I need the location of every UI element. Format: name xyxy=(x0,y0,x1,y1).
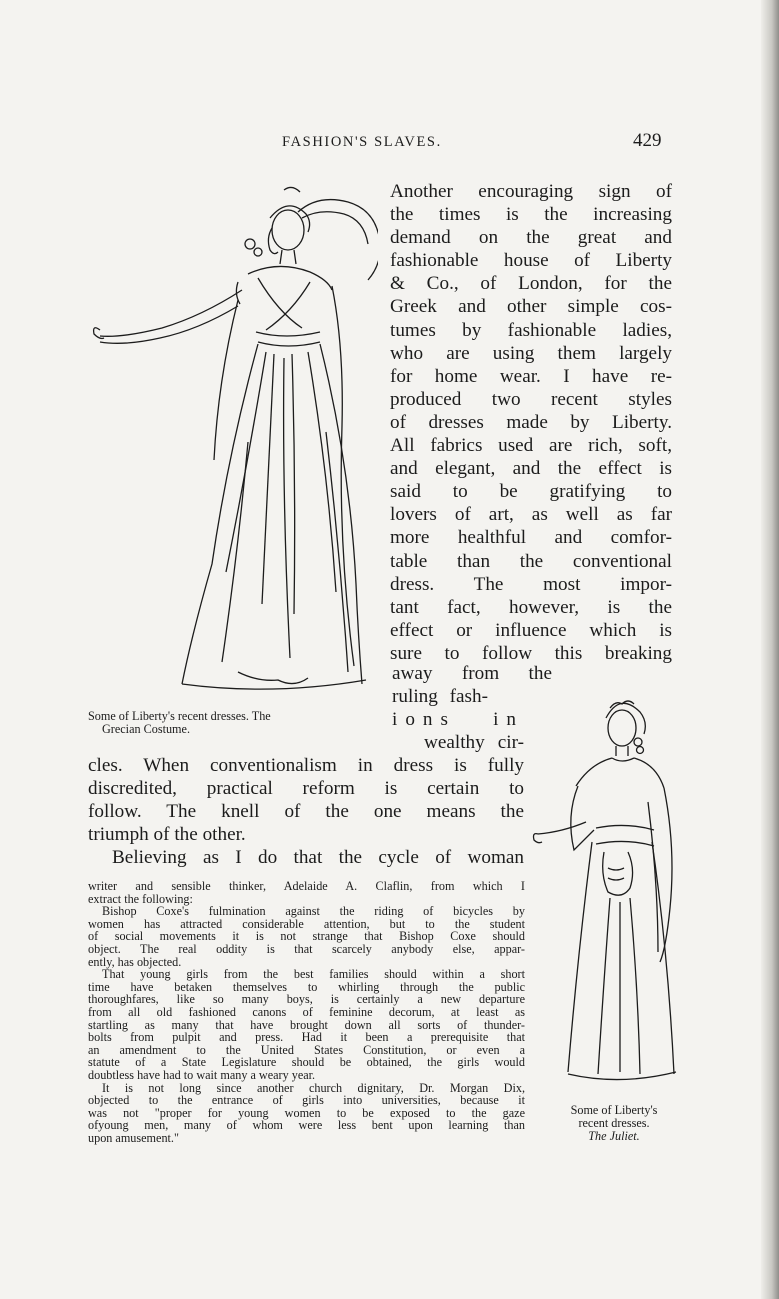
footnote-line: ofyoung men, many of whom were less bent upon learning than xyxy=(88,1118,525,1133)
text-line: dress. The most impor- xyxy=(390,573,672,595)
text-line: demand on the great and xyxy=(390,227,672,249)
text-line: lovers of art, as well as far xyxy=(390,504,672,526)
running-title: FASHION'S SLAVES. xyxy=(282,134,442,150)
page-edge xyxy=(761,0,779,1299)
footnote-line: upon amusement." xyxy=(88,1130,179,1145)
caption-line: Some of Liberty's recent dresses. The xyxy=(88,709,271,723)
footnote-line: of social movements it is not strange that Bishop Coxe should xyxy=(88,929,525,944)
text-line: wealthy cir- xyxy=(424,732,524,754)
text-line: & Co., of London, for the xyxy=(390,273,672,295)
caption-line: Grecian Costume. xyxy=(102,722,190,736)
text-line: of dresses made by Liberty. xyxy=(390,411,672,433)
text-line: sure to follow this breaking xyxy=(390,642,672,664)
footnote-line: That young girls from the best families should within a short xyxy=(102,967,525,982)
footnote-line: doubtless have had to wait many a weary year. xyxy=(88,1067,316,1082)
grecian-costume-illustration xyxy=(88,182,378,702)
footnote-line: was not "proper for young women to be exposed to the gaze xyxy=(88,1105,525,1120)
text-line: discredited, practical reform is certain to xyxy=(88,778,524,800)
text-line: produced two recent styles xyxy=(390,388,672,410)
text-line: effect or influence which is xyxy=(390,619,672,641)
page-number: 429 xyxy=(633,130,662,151)
narrow-column-text xyxy=(392,662,552,754)
footnote-line: startling as many that have brought down all sorts of thunder- xyxy=(88,1017,525,1032)
footnote-line: from all old fashioned canons of feminine decorum, at least as xyxy=(88,1004,525,1019)
text-line: for home wear. I have re- xyxy=(390,365,672,387)
footnote-line: objected to the entrance of girls into universities, because it xyxy=(88,1093,525,1108)
footnote-line: Bishop Coxe's fulmination against the riding of bicycles by xyxy=(102,904,525,919)
text-line: said to be gratifying to xyxy=(390,481,672,503)
text-line: more healthful and comfor- xyxy=(390,527,672,549)
text-line: tumes by fashionable ladies, xyxy=(390,319,672,341)
text-line: tant fact, however, is the xyxy=(390,596,672,618)
main-column-text xyxy=(390,180,672,665)
caption-line: Some of Liberty's xyxy=(570,1103,658,1117)
footnote-line: women has attracted considerable attention, but to the student xyxy=(88,916,525,931)
footnote-line: statute of a State Legislature should be obtained, the girls would xyxy=(88,1055,525,1070)
footnote-line: writer and sensible thinker, Adelaide A. Claflin, from which I xyxy=(88,879,525,893)
lower-text xyxy=(88,754,524,869)
text-line: Greek and other simple cos- xyxy=(390,296,672,318)
text-line: cles. When conventionalism in dress is fully xyxy=(88,755,524,776)
caption-line: The Juliet. xyxy=(588,1129,640,1143)
footnote-block xyxy=(88,880,525,1144)
footnote-line: object. The real oddity is that scarcely anybody else, appar- xyxy=(88,941,525,956)
footnote-line: time have betaken themselves to whirling through the public xyxy=(88,979,525,994)
footnote-line: extract the following: xyxy=(88,891,193,906)
footnote-line: an amendment to the United States Constitution, or even a xyxy=(88,1042,525,1057)
footnote-line: bolts from pulpit and press. Had it been a prerequisite that xyxy=(88,1030,525,1045)
figure-caption-left xyxy=(88,710,378,736)
caption-line: recent dresses. xyxy=(578,1116,650,1130)
text-line: triumph of the other. xyxy=(88,824,246,846)
figure-caption-right xyxy=(548,1104,680,1143)
footnote-line: thoroughfares, like so many boys, is certainly a new departure xyxy=(88,992,525,1007)
text-line: and elegant, and the effect is xyxy=(390,458,672,480)
juliet-dress-illustration xyxy=(530,692,680,1096)
text-line: the times is the increasing xyxy=(390,204,672,226)
text-line: away from the xyxy=(392,663,552,684)
text-line: fashionable house of Liberty xyxy=(390,250,672,272)
text-line: Another encouraging sign of xyxy=(390,181,672,202)
text-line: All fabrics used are rich, soft, xyxy=(390,435,672,457)
text-line: ions in xyxy=(392,709,524,731)
text-line: Believing as I do that the cycle of woman xyxy=(112,847,524,869)
text-line: follow. The knell of the one means the xyxy=(88,801,524,823)
text-line: ruling fash- xyxy=(392,686,488,708)
footnote-line: ently, has objected. xyxy=(88,954,182,969)
text-line: who are using them largely xyxy=(390,342,672,364)
text-line: table than the conventional xyxy=(390,550,672,572)
footnote-line: It is not long since another church dignitary, Dr. Morgan Dix, xyxy=(102,1080,525,1095)
